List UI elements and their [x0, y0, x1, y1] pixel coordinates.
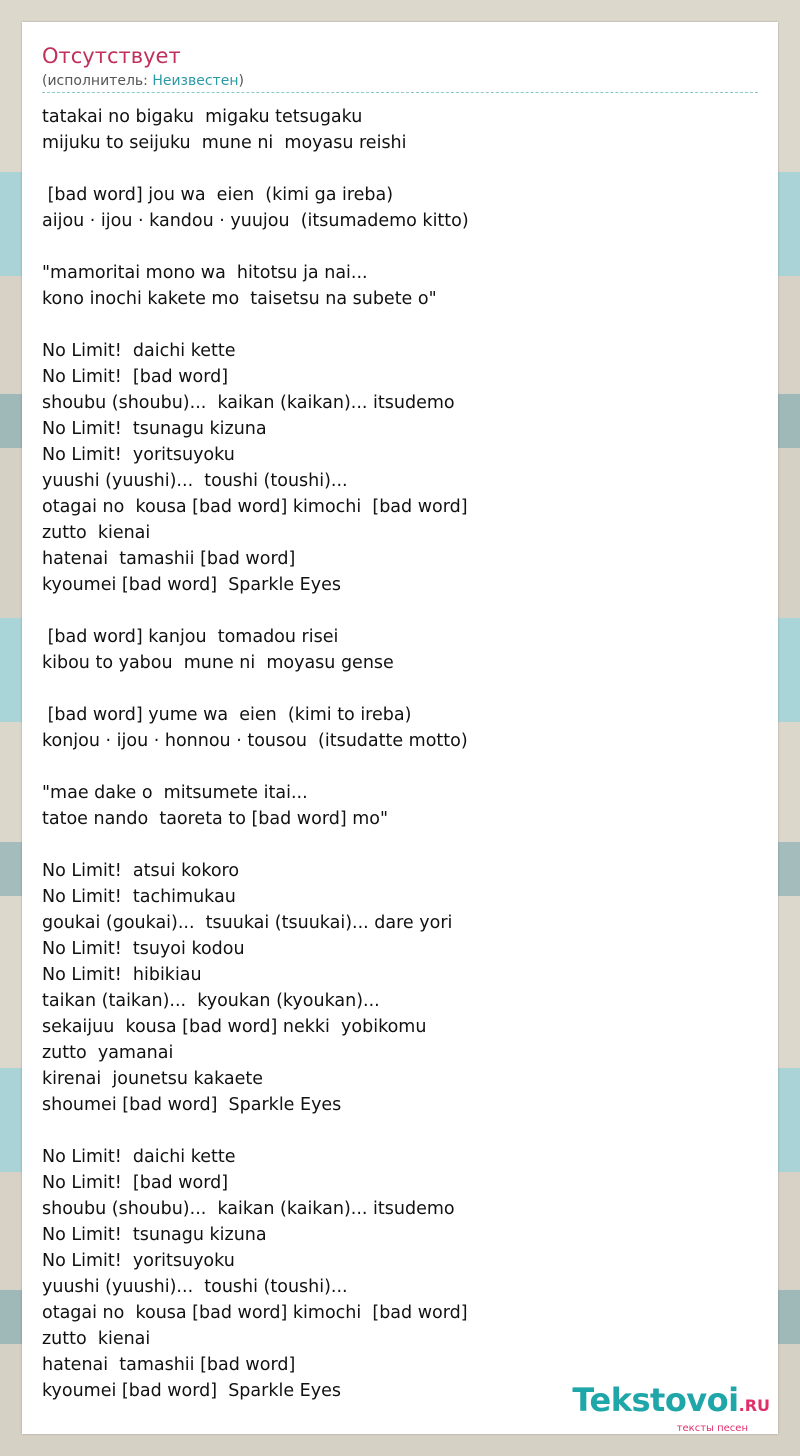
lyric-blank-line: [42, 754, 742, 780]
lyric-line: zutto kienai: [42, 1329, 151, 1349]
lyric-line: hatenai tamashii [bad word]: [42, 1355, 296, 1375]
lyric-line: No Limit! daichi kette: [42, 1147, 236, 1167]
lyric-line: [bad word] kanjou tomadou risei: [42, 627, 339, 647]
song-title: Отсутствует: [42, 44, 181, 68]
lyric-line: No Limit! [bad word]: [42, 367, 229, 387]
lyric-line: tatoe nando taoreta to [bad word] mo": [42, 809, 389, 829]
lyric-line: [bad word] yume wa eien (kimi to ireba): [42, 705, 412, 725]
lyric-line: No Limit! tachimukau: [42, 887, 236, 907]
artist-prefix: (исполнитель:: [42, 73, 153, 89]
artist-line: [42, 72, 244, 90]
lyric-line: hatenai tamashii [bad word]: [42, 549, 296, 569]
lyric-blank-line: [42, 676, 742, 702]
lyric-line: No Limit! tsunagu kizuna: [42, 419, 267, 439]
lyric-blank-line: [42, 598, 742, 624]
lyric-line: zutto yamanai: [42, 1043, 174, 1063]
lyric-line: shoubu (shoubu)... kaikan (kaikan)... itsudemo: [42, 1199, 455, 1219]
lyric-line: kyoumei [bad word] Sparkle Eyes: [42, 575, 341, 595]
lyric-line: otagai no kousa [bad word] kimochi [bad word]: [42, 497, 468, 517]
lyric-line: No Limit! hibikiau: [42, 965, 202, 985]
lyric-line: No Limit! [bad word]: [42, 1173, 229, 1193]
lyric-line: taikan (taikan)... kyoukan (kyoukan)...: [42, 991, 380, 1011]
lyric-line: otagai no kousa [bad word] kimochi [bad word]: [42, 1303, 468, 1323]
logo-tagline: тексты песен: [676, 1423, 748, 1434]
lyric-line: No Limit! yoritsuyoku: [42, 1251, 235, 1271]
lyric-line: aijou · ijou · kandou · yuujou (itsumademo kitto): [42, 211, 469, 231]
artist-link[interactable]: Неизвестен: [152, 73, 239, 89]
lyric-line: No Limit! tsunagu kizuna: [42, 1225, 267, 1245]
lyric-line: kyoumei [bad word] Sparkle Eyes: [42, 1381, 341, 1401]
artist-suffix: ): [238, 73, 244, 89]
lyric-line: kirenai jounetsu kakaete: [42, 1069, 264, 1089]
logo-tld: .RU: [738, 1396, 770, 1415]
lyric-line: "mamoritai mono wa hitotsu ja nai...: [42, 263, 368, 283]
lyric-line: yuushi (yuushi)... toushi (toushi)...: [42, 1277, 348, 1297]
lyric-line: kono inochi kakete mo taisetsu na subete o": [42, 289, 437, 309]
logo-wordmark: [572, 1383, 770, 1423]
lyric-line: shoumei [bad word] Sparkle Eyes: [42, 1095, 342, 1115]
lyric-line: No Limit! yoritsuyoku: [42, 445, 235, 465]
lyric-blank-line: [42, 156, 742, 182]
lyrics-text: [42, 104, 742, 1404]
lyric-blank-line: [42, 832, 742, 858]
lyric-blank-line: [42, 1118, 742, 1144]
lyric-blank-line: [42, 312, 742, 338]
lyric-line: [bad word] jou wa eien (kimi ga ireba): [42, 185, 394, 205]
site-logo[interactable]: [572, 1383, 770, 1434]
lyric-line: No Limit! daichi kette: [42, 341, 236, 361]
lyric-line: No Limit! atsui kokoro: [42, 861, 240, 881]
title-divider: [42, 92, 758, 93]
lyric-line: yuushi (yuushi)... toushi (toushi)...: [42, 471, 348, 491]
lyric-blank-line: [42, 234, 742, 260]
lyric-line: kibou to yabou mune ni moyasu gense: [42, 653, 394, 673]
lyric-line: shoubu (shoubu)... kaikan (kaikan)... itsudemo: [42, 393, 455, 413]
lyric-line: tatakai no bigaku migaku tetsugaku: [42, 107, 363, 127]
lyric-line: mijuku to seijuku mune ni moyasu reishi: [42, 133, 407, 153]
lyric-line: No Limit! tsuyoi kodou: [42, 939, 245, 959]
lyric-line: zutto kienai: [42, 523, 151, 543]
lyric-line: goukai (goukai)... tsuukai (tsuukai)... dare yori: [42, 913, 453, 933]
lyric-line: "mae dake o mitsumete itai...: [42, 783, 308, 803]
lyric-line: sekaijuu kousa [bad word] nekki yobikomu: [42, 1017, 427, 1037]
lyrics-panel: [22, 22, 778, 1434]
logo-name: Tekstovoi: [572, 1381, 739, 1419]
lyric-line: konjou · ijou · honnou · tousou (itsudatte motto): [42, 731, 468, 751]
